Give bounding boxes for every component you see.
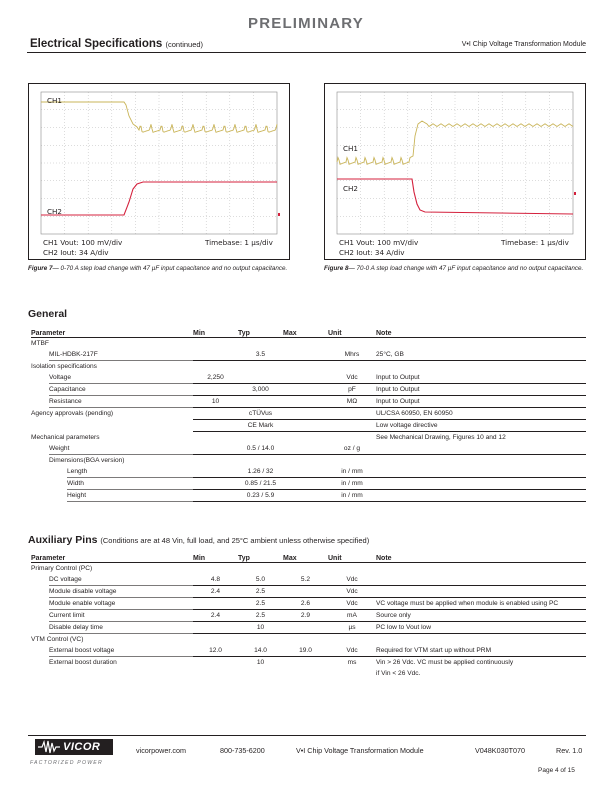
- cell-max: [283, 396, 328, 408]
- cell-parameter: Disable delay time: [31, 622, 193, 634]
- cell-parameter: Mechanical parameters: [31, 433, 100, 441]
- cell-parameter: Dimensions(BGA version): [49, 456, 125, 464]
- cell-note: [376, 586, 586, 598]
- cell-unit: in / mm: [328, 478, 376, 490]
- cell-min: [193, 361, 238, 373]
- ch2-marker: [278, 213, 280, 216]
- cell-min: [193, 466, 238, 478]
- cell-max: [283, 466, 328, 478]
- table-row: [31, 338, 586, 350]
- cell-max: 2.9: [283, 610, 328, 622]
- cell-note: PC low to Vout low: [376, 622, 586, 634]
- table-row: [31, 455, 586, 467]
- footer-rule: [28, 735, 586, 736]
- figure-7-caption: [28, 265, 296, 274]
- cell-min: [193, 408, 238, 420]
- cell-max: [283, 668, 328, 679]
- cell-parameter: Module disable voltage: [31, 586, 193, 598]
- fig8-ch2-label: CH2: [343, 184, 358, 193]
- cell-typ: 1.26 / 32: [238, 466, 283, 478]
- cell-max: [283, 420, 328, 432]
- cell-min: [193, 622, 238, 634]
- aux-header-row: [31, 551, 586, 563]
- footer-page-number: Page 4 of 15: [538, 767, 575, 774]
- cell-max: [283, 443, 328, 455]
- cell-unit: Vdc: [328, 586, 376, 598]
- cell-note: UL/CSA 60950, EN 60950: [376, 408, 586, 420]
- cell-max: 19.0: [283, 645, 328, 657]
- general-header-row: [31, 326, 586, 338]
- cell-typ: 0.85 / 21.5: [238, 478, 283, 490]
- cell-unit: [328, 338, 376, 350]
- table-row: [31, 586, 586, 598]
- table-row: [31, 420, 586, 432]
- col-note: Note: [376, 326, 586, 338]
- cell-typ: [238, 455, 283, 467]
- cell-typ: 5.0: [238, 574, 283, 586]
- cell-parameter: [31, 420, 193, 432]
- table-row: [31, 490, 586, 502]
- cell-note: [376, 455, 586, 467]
- cell-min: 2.4: [193, 586, 238, 598]
- table-row: [31, 668, 586, 679]
- cell-unit: [328, 432, 376, 444]
- fig8-caption-label: Figure 8: [324, 265, 349, 272]
- table-row: [31, 622, 586, 634]
- cell-parameter: MTBF: [31, 340, 49, 347]
- figure-8-traces: [325, 84, 585, 259]
- cell-parameter: DC voltage: [31, 574, 193, 586]
- cell-note: Input to Output: [376, 384, 586, 396]
- cell-typ: 10: [238, 622, 283, 634]
- cell-min: [193, 349, 238, 361]
- table-row: [31, 349, 586, 361]
- table-row: [31, 408, 586, 420]
- table-row: [31, 563, 586, 575]
- cell-min: [193, 634, 238, 646]
- cell-max: [283, 586, 328, 598]
- cell-typ: [238, 361, 283, 373]
- cell-note: [376, 563, 586, 575]
- header-title: Electrical Specifications (continued): [30, 38, 204, 50]
- cell-max: [283, 338, 328, 350]
- ch2-current-trace: [337, 179, 573, 214]
- cell-typ: [238, 668, 283, 679]
- table-row: [31, 432, 586, 444]
- cell-note: [376, 490, 586, 502]
- footer-part-number: V048K030T070: [475, 746, 525, 755]
- cell-unit: Vdc: [328, 372, 376, 384]
- cell-parameter: [31, 668, 193, 679]
- aux-subtitle: (Conditions are at 48 Vin, full load, and 25°C ambient unless otherwise specified): [100, 536, 370, 545]
- cell-note: [376, 478, 586, 490]
- cell-typ: [238, 432, 283, 444]
- table-row: [31, 384, 586, 396]
- fig7-caption-text: — 0-70 A step load change with 47 µF input capacitance and no output capacitance.: [52, 265, 288, 272]
- cell-note: [376, 634, 586, 646]
- aux-pins-table: [31, 551, 586, 679]
- cell-note: 25°C, GB: [376, 349, 586, 361]
- cell-unit: Mhrs: [328, 349, 376, 361]
- table-row: [31, 361, 586, 373]
- cell-max: [283, 622, 328, 634]
- cell-min: [193, 668, 238, 679]
- cell-typ: 0.23 / 5.9: [238, 490, 283, 502]
- cell-note: [376, 466, 586, 478]
- cell-unit: in / mm: [328, 466, 376, 478]
- footer-website[interactable]: vicorpower.com: [136, 746, 186, 755]
- footer-phone: 800-735-6200: [220, 746, 265, 755]
- col-unit: Unit: [328, 551, 376, 563]
- cell-note: [376, 338, 586, 350]
- cell-note: Vin > 26 Vdc. VC must be applied continuously: [376, 659, 514, 666]
- cell-unit: [328, 455, 376, 467]
- col-unit: Unit: [328, 326, 376, 338]
- table-row: [31, 574, 586, 586]
- cell-unit: mA: [328, 610, 376, 622]
- cell-max: [283, 657, 328, 669]
- fig7-timebase: Timebase: 1 µs/div: [205, 238, 273, 247]
- table-row: [31, 372, 586, 384]
- cell-parameter: External boost duration: [49, 658, 117, 666]
- cell-typ: [238, 396, 283, 408]
- cell-parameter: Capacitance: [31, 384, 193, 396]
- cell-note: Required for VTM start up without PRM: [376, 645, 586, 657]
- cell-unit: [328, 420, 376, 432]
- cell-unit: MΩ: [328, 396, 376, 408]
- cell-typ: 2.5: [238, 598, 283, 610]
- cell-unit: Vdc: [328, 598, 376, 610]
- col-min: Min: [193, 551, 238, 563]
- cell-min: [193, 598, 238, 610]
- cell-max: [283, 563, 328, 575]
- cell-typ: 3,000: [238, 384, 283, 396]
- cell-min: 2.4: [193, 610, 238, 622]
- general-title: General: [28, 308, 68, 320]
- col-typ: Typ: [238, 551, 283, 563]
- cell-unit: [328, 408, 376, 420]
- cell-parameter: Module enable voltage: [31, 598, 193, 610]
- figure-8-caption: [324, 265, 586, 274]
- cell-parameter: Current limit: [31, 610, 193, 622]
- cell-note: if Vin < 26 Vdc.: [376, 670, 421, 677]
- cell-unit: µs: [328, 622, 376, 634]
- logo-tagline: FACTORIZED POWER: [30, 760, 103, 766]
- cell-min: [193, 657, 238, 669]
- preliminary-banner: PRELIMINARY: [248, 15, 364, 32]
- general-table: [31, 326, 586, 502]
- col-parameter: Parameter: [31, 551, 193, 563]
- cell-unit: oz / g: [328, 443, 376, 455]
- cell-min: [193, 455, 238, 467]
- cell-unit: ms: [347, 659, 357, 666]
- table-row: [31, 645, 586, 657]
- cell-min: 12.0: [193, 645, 238, 657]
- header-module-name: V•I Chip Voltage Transformation Module: [461, 41, 586, 48]
- cell-note: Source only: [376, 610, 586, 622]
- fig7-ch2-scale: CH2 Iout: 34 A/div: [43, 248, 109, 257]
- table-row: [31, 466, 586, 478]
- fig7-caption-label: Figure 7: [28, 265, 53, 272]
- cell-max: [283, 372, 328, 384]
- cell-unit: [328, 668, 376, 679]
- cell-unit: pF: [328, 384, 376, 396]
- cell-min: [193, 384, 238, 396]
- fig8-ch2-scale: CH2 Iout: 34 A/div: [339, 248, 405, 257]
- cell-typ: CE Mark: [238, 420, 283, 432]
- fig7-ch2-label: CH2: [47, 207, 62, 216]
- figure-7-oscilloscope: [28, 83, 290, 260]
- cell-unit: [328, 634, 376, 646]
- cell-max: [283, 361, 328, 373]
- table-row: [31, 396, 586, 408]
- cell-max: 5.2: [283, 574, 328, 586]
- table-row: [31, 610, 586, 622]
- col-typ: Typ: [238, 326, 283, 338]
- ch2-marker: [574, 192, 576, 195]
- cell-max: [283, 408, 328, 420]
- table-row: [31, 634, 586, 646]
- col-max: Max: [283, 326, 328, 338]
- cell-parameter: Primary Control (PC): [31, 565, 93, 572]
- cell-parameter: MIL-HDBK-217F: [31, 349, 193, 361]
- cell-note: Low voltage directive: [376, 420, 586, 432]
- cell-typ: 14.0: [238, 645, 283, 657]
- cell-typ: [238, 563, 283, 575]
- cell-max: [283, 349, 328, 361]
- cell-min: [193, 490, 238, 502]
- cell-note: [376, 443, 586, 455]
- cell-typ: cTÜVus: [238, 408, 283, 420]
- table-row: [31, 598, 586, 610]
- cell-note: See Mechanical Drawing, Figures 10 and 12: [376, 434, 506, 441]
- col-min: Min: [193, 326, 238, 338]
- cell-unit: Vdc: [328, 574, 376, 586]
- cell-typ: 10: [256, 659, 265, 666]
- cell-unit: Vdc: [328, 645, 376, 657]
- header-title-suffix: (continued): [165, 40, 204, 49]
- cell-parameter: Isolation specifications: [31, 362, 97, 370]
- figure-7-traces: [29, 84, 289, 259]
- cell-typ: 2.5: [238, 586, 283, 598]
- cell-min: 4.8: [193, 574, 238, 586]
- cell-typ: [238, 634, 283, 646]
- figure-8-oscilloscope: [324, 83, 586, 260]
- cell-max: [283, 478, 328, 490]
- cell-min: [193, 420, 238, 432]
- cell-min: 10: [193, 396, 238, 408]
- section-header: [27, 36, 586, 53]
- cell-unit: [328, 563, 376, 575]
- col-parameter: Parameter: [31, 326, 193, 338]
- cell-min: [193, 443, 238, 455]
- col-max: Max: [283, 551, 328, 563]
- logo-text: VICOR: [63, 741, 101, 753]
- cell-max: [283, 384, 328, 396]
- cell-parameter: Height: [31, 490, 193, 502]
- cell-note: Input to Output: [376, 396, 586, 408]
- cell-parameter: Resistance: [31, 396, 193, 408]
- cell-note: VC voltage must be applied when module is enabled using PC: [376, 598, 586, 610]
- cell-typ: [238, 338, 283, 350]
- cell-parameter: Weight: [31, 443, 193, 455]
- cell-parameter: Length: [31, 466, 193, 478]
- fig8-timebase: Timebase: 1 µs/div: [501, 238, 569, 247]
- cell-typ: 0.5 / 14.0: [238, 443, 283, 455]
- table-row: [31, 443, 586, 455]
- cell-max: 2.6: [283, 598, 328, 610]
- fig7-ch1-label: CH1: [47, 96, 62, 105]
- table-row: [31, 478, 586, 490]
- table-row: [31, 657, 586, 669]
- footer-product: V•I Chip Voltage Transformation Module: [296, 746, 424, 755]
- cell-parameter: Agency approvals (pending): [31, 410, 114, 417]
- cell-note: Input to Output: [376, 372, 586, 384]
- fig8-caption-text: — 70-0 A step load change with 47 µF input capacitance and no output capacitance.: [348, 265, 584, 272]
- cell-typ: [238, 372, 283, 384]
- aux-title: Auxiliary Pins (Conditions are at 48 Vin, full load, and 25°C ambient unless otherwise specified): [28, 534, 370, 546]
- cell-typ: 3.5: [238, 349, 283, 361]
- cell-parameter: Voltage: [31, 372, 193, 384]
- cell-parameter: Width: [31, 478, 193, 490]
- cell-note: [376, 361, 586, 373]
- cell-parameter: VTM Control (VC): [31, 635, 84, 643]
- cell-min: [193, 432, 238, 444]
- cell-min: [193, 478, 238, 490]
- cell-max: [283, 490, 328, 502]
- col-note: Note: [376, 551, 586, 563]
- cell-parameter: External boost voltage: [31, 645, 193, 657]
- cell-note: [376, 574, 586, 586]
- vicor-logo: [35, 739, 113, 755]
- fig7-ch1-scale: CH1 Vout: 100 mV/div: [43, 238, 123, 247]
- cell-min: [193, 338, 238, 350]
- cell-max: [283, 432, 328, 444]
- fig8-ch1-label: CH1: [343, 144, 358, 153]
- cell-min: 2,250: [193, 372, 238, 384]
- footer-revision: Rev. 1.0: [556, 746, 583, 755]
- cell-min: [193, 563, 238, 575]
- cell-unit: [328, 361, 376, 373]
- ch1-voltage-trace: [41, 102, 277, 132]
- cell-typ: 2.5: [238, 610, 283, 622]
- cell-max: [283, 634, 328, 646]
- cell-max: [283, 455, 328, 467]
- fig8-ch1-scale: CH1 Vout: 100 mV/div: [339, 238, 419, 247]
- cell-unit: in / mm: [328, 490, 376, 502]
